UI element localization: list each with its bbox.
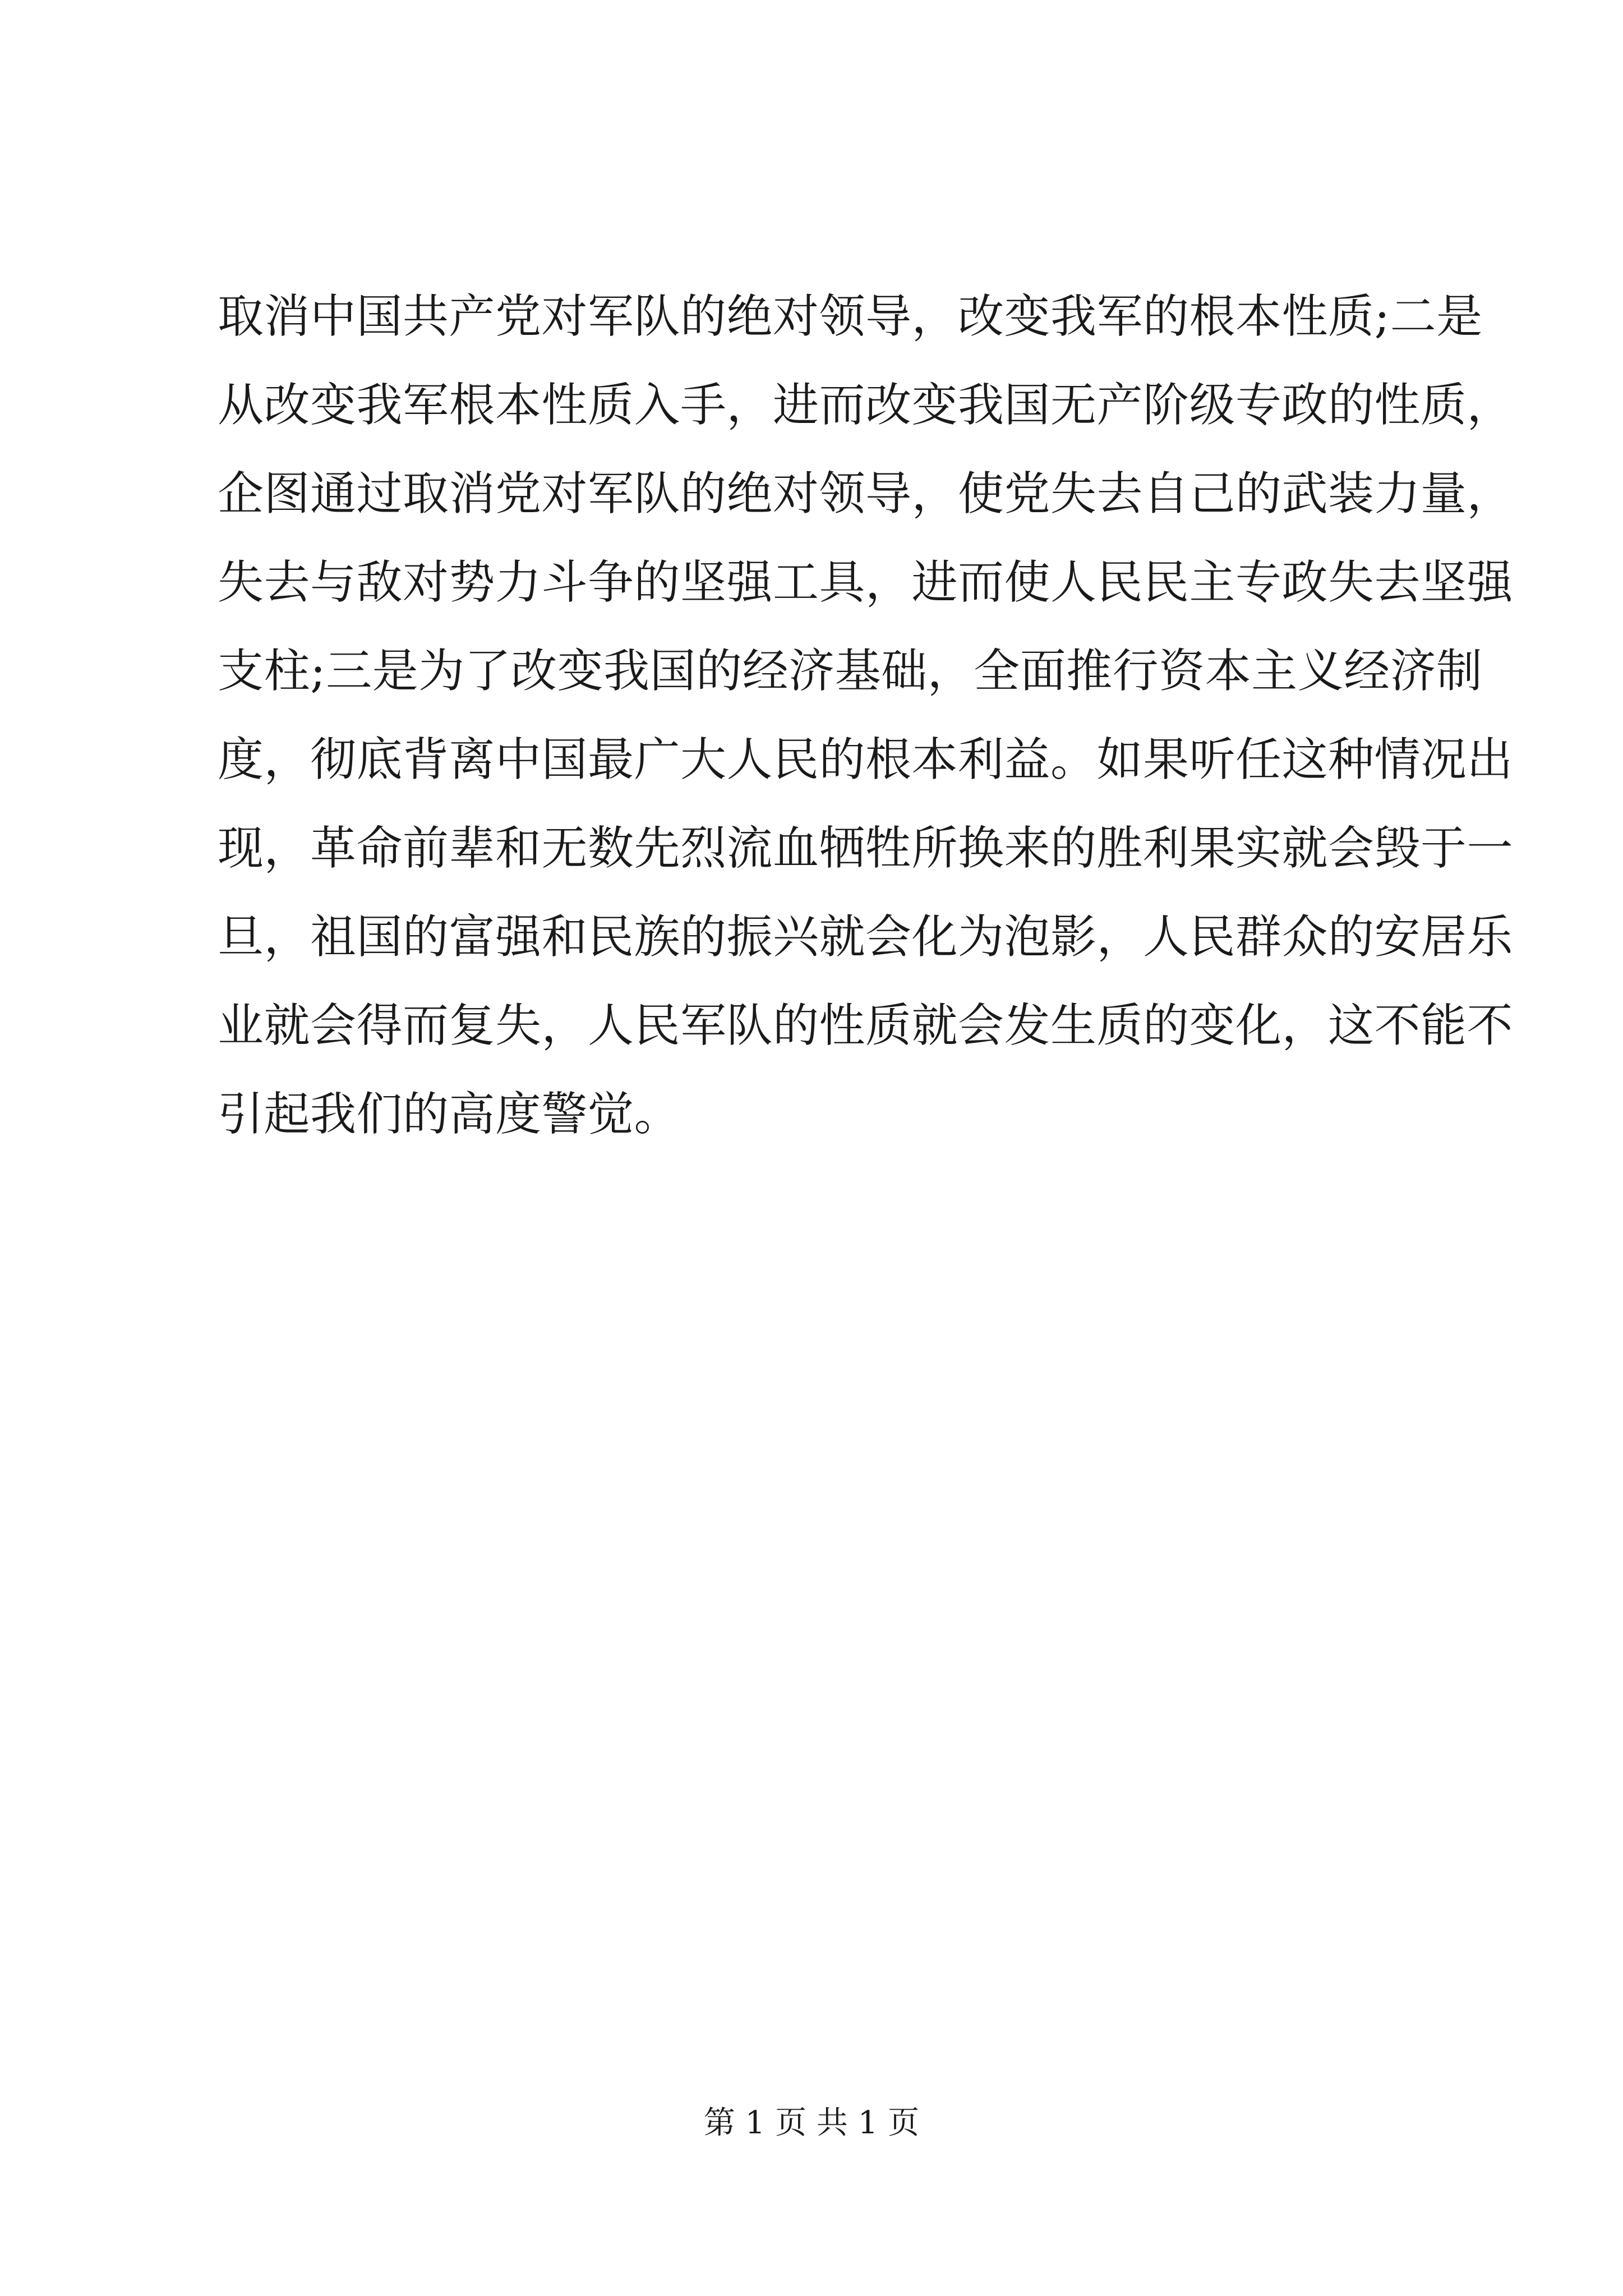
text-line: 度，彻底背离中国最广大人民的根本利益。如果听任这种情况出 [218, 733, 1514, 786]
text-line: 企图通过取消党对军队的绝对领导，使党失去自己的武装力量， [218, 467, 1514, 521]
text-line: 现，革命前辈和无数先烈流血牺牲所换来的胜利果实就会毁于一 [218, 822, 1514, 875]
page-number-footer: 第 1 页 共 1 页 [703, 2105, 920, 2141]
text-line: 业就会得而复失，人民军队的性质就会发生质的变化，这不能不 [218, 999, 1514, 1052]
text-line: 取消中国共产党对军队的绝对领导，改变我军的根本性质;二是 [218, 290, 1483, 343]
text-line: 从改变我军根本性质入手，进而改变我国无产阶级专政的性质， [218, 379, 1514, 432]
text-line: 引起我们的高度警觉。 [218, 1088, 681, 1141]
body-paragraph [218, 273, 1514, 1159]
text-line: 支柱;三是为了改变我国的经济基础，全面推行资本主义经济制 [218, 645, 1483, 698]
text-line: 失去与敌对势力斗争的坚强工具，进而使人民民主专政失去坚强 [218, 556, 1514, 609]
text-line: 旦，祖国的富强和民族的振兴就会化为泡影，人民群众的安居乐 [218, 910, 1514, 964]
